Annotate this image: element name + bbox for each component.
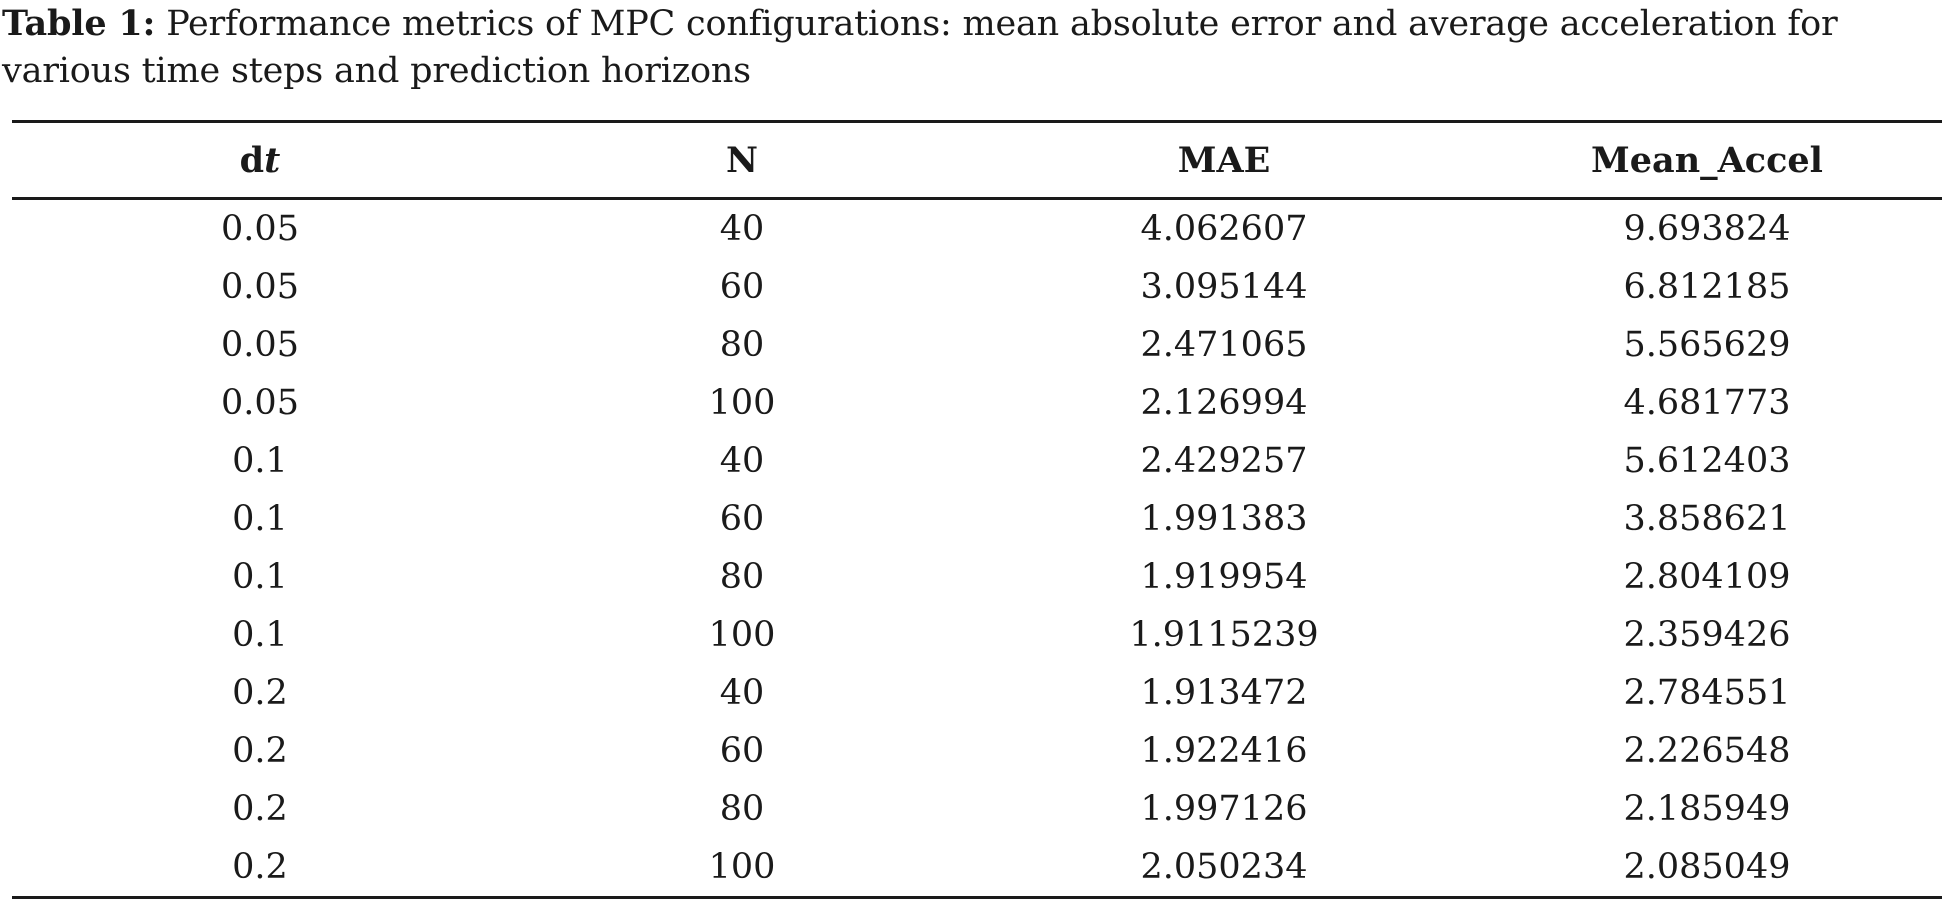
caption-text: Performance metrics of MPC configurations: mean absolute error and average acceleration for various time steps and prediction horizons [2,4,1838,91]
cell-dt: 0.05 [221,383,299,423]
cell-mae: 2.050234 [976,838,1472,898]
cell-mean-accel: 5.565629 [1623,325,1791,365]
table-row [12,258,1942,316]
table-row [12,722,1942,780]
cell-mean-accel: 6.812185 [1623,267,1791,307]
cell-n: 40 [719,441,765,481]
table-row [12,606,1942,664]
table-row [12,664,1942,722]
cell-dt: 0.05 [221,325,299,365]
table-row [12,199,1942,259]
header-dt [12,122,508,199]
cell-dt: 0.1 [232,499,288,539]
cell-n: 60 [719,731,765,771]
cell-mae: 1.922416 [1140,731,1308,771]
table-container [12,120,1942,899]
table-row [12,432,1942,490]
cell-mean-accel: 2.085049 [1472,838,1942,898]
cell-mae: 2.471065 [1140,325,1308,365]
cell-n: 80 [719,325,765,365]
cell-n: 100 [708,615,776,655]
cell-mean-accel: 2.226548 [1623,731,1791,771]
header-mae: MAE [976,122,1472,199]
table-caption [2,0,1952,95]
table-body [12,199,1942,898]
cell-mean-accel: 2.359426 [1623,615,1791,655]
cell-mean-accel: 2.185949 [1623,789,1791,829]
table-row [12,548,1942,606]
cell-mae: 1.913472 [1140,673,1308,713]
cell-dt: 0.1 [232,557,288,597]
cell-mae: 1.919954 [1140,557,1308,597]
cell-n: 100 [508,838,976,898]
header-mean-accel: Mean_Accel [1472,122,1942,199]
cell-n: 60 [719,267,765,307]
header-dt-var: t [264,139,281,181]
cell-mean-accel: 2.784551 [1623,673,1791,713]
header-row [12,122,1942,199]
cell-mean-accel: 2.804109 [1623,557,1791,597]
cell-dt: 0.2 [232,731,288,771]
cell-mae: 3.095144 [1140,267,1308,307]
cell-mean-accel: 4.681773 [1623,383,1791,423]
cell-mae: 2.126994 [1140,383,1308,423]
cell-mean-accel: 5.612403 [1623,441,1791,481]
cell-mean-accel: 9.693824 [1623,209,1791,249]
table-row [12,490,1942,548]
cell-dt: 0.05 [221,267,299,307]
table-row [12,780,1942,838]
cell-n: 40 [719,673,765,713]
caption-label: Table 1: [2,3,156,44]
header-n: N [508,122,976,199]
cell-dt: 0.1 [232,615,288,655]
table-row [12,838,1942,898]
table-row [12,374,1942,432]
cell-mae: 1.991383 [1140,499,1308,539]
cell-mae: 4.062607 [1140,209,1308,249]
cell-dt: 0.05 [221,209,299,249]
cell-n: 80 [719,789,765,829]
cell-n: 100 [708,383,776,423]
header-dt-prefix: d [239,139,265,181]
cell-n: 60 [719,499,765,539]
metrics-table [12,120,1942,899]
cell-dt: 0.2 [12,838,508,898]
cell-mae: 1.9115239 [1129,615,1319,655]
cell-dt: 0.2 [232,789,288,829]
table-row [12,316,1942,374]
cell-mean-accel: 3.858621 [1623,499,1791,539]
cell-dt: 0.1 [232,441,288,481]
cell-n: 80 [719,557,765,597]
cell-dt: 0.2 [232,673,288,713]
cell-n: 40 [719,209,765,249]
cell-mae: 2.429257 [1140,441,1308,481]
cell-mae: 1.997126 [1140,789,1308,829]
